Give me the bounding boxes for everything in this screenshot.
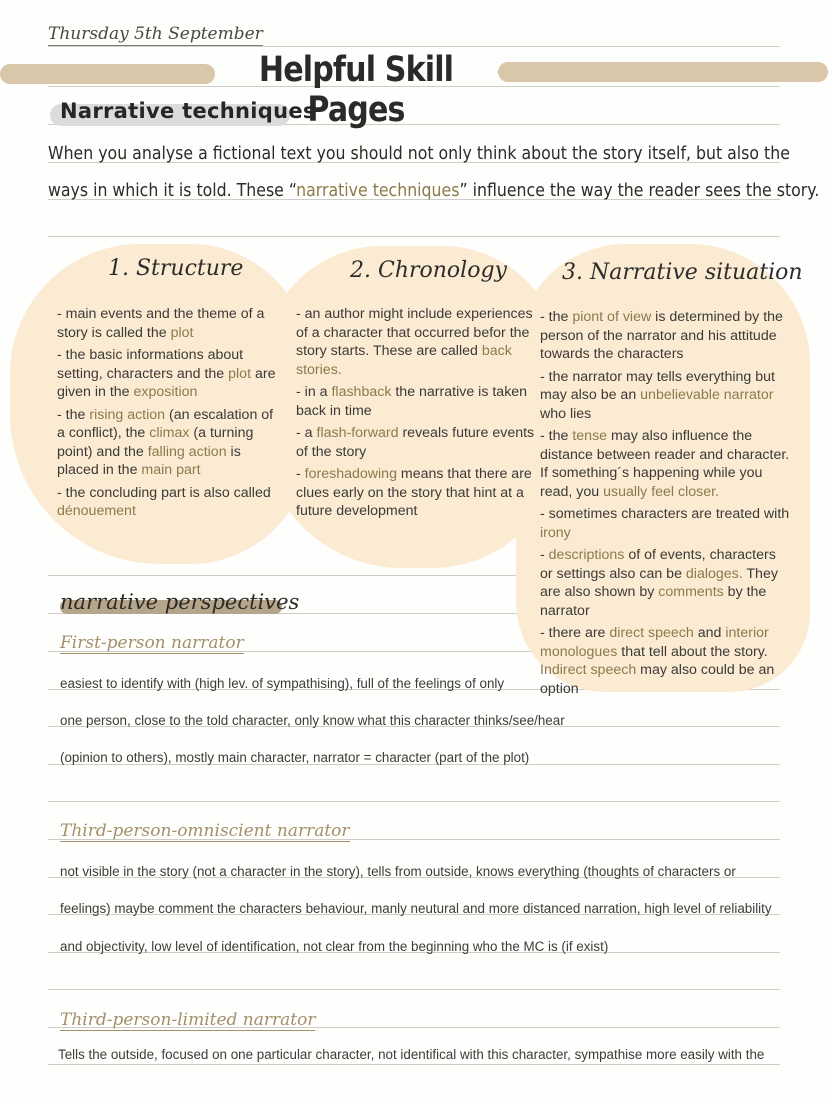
highlighted-term: Indirect speech [540, 662, 637, 678]
note-item [57, 346, 283, 402]
limited-heading: Third-person-limited narrator [60, 1010, 316, 1030]
section-heading: Narrative techniques [60, 99, 316, 123]
title-bar-left [0, 64, 215, 84]
note-text: - [296, 466, 305, 482]
column-heading-chronology: 2. Chronology [350, 258, 507, 283]
note-text: - there are [540, 625, 610, 641]
highlighted-term: direct speech [609, 625, 694, 641]
intro-highlight: narrative techniques [296, 181, 460, 201]
chronology-notes [296, 305, 538, 525]
first-person-line: easiest to identify with (high lev. of sympathising), full of the feelings of only [60, 676, 505, 691]
title-bar-right [498, 62, 828, 82]
highlighted-term: flashback [331, 384, 392, 400]
note-item [540, 427, 792, 501]
note-text: by the narrator [540, 584, 767, 619]
note-text: of of events, characters or settings also can be [540, 547, 776, 582]
ruled-line [48, 801, 780, 802]
note-text: They are also shown by [540, 565, 778, 600]
first-person-heading: First-person narrator [60, 633, 244, 653]
note-text: means that there are clues early on the story that hint at a future development [296, 466, 532, 519]
note-text: are given in the [57, 365, 276, 400]
note-text: reveals future events of the story [296, 425, 535, 460]
note-text: and [693, 625, 726, 641]
structure-notes [57, 305, 283, 525]
note-item [57, 484, 283, 521]
note-text: - a [296, 425, 317, 441]
note-text: - the narrator may tells everything but may also be an [540, 368, 775, 403]
first-person-line: (opinion to others), mostly main character, narrator = character (part of the plot) [60, 750, 530, 765]
highlighted-term: falling action [147, 443, 227, 460]
note-item [57, 305, 283, 342]
note-item [296, 465, 538, 521]
ruled-line [48, 1064, 780, 1065]
note-text: - the [57, 406, 90, 423]
omniscient-heading: Third-person-omniscient narrator [60, 821, 350, 841]
note-text: - sometimes characters are treated with [540, 506, 790, 522]
highlighted-term: irony [540, 524, 571, 541]
note-item [540, 546, 792, 620]
intro-line [48, 144, 790, 164]
column-heading-narrative-situation: 3. Narrative situation [562, 260, 803, 285]
first-person-line: one person, close to the told character, only know what this character thinks/see/hear [60, 713, 565, 728]
highlighted-term: dénouement [57, 503, 136, 519]
highlighted-term: foreshadowing [304, 466, 397, 482]
note-item [540, 308, 792, 364]
highlighted-term: exposition [133, 384, 198, 400]
highlighted-term: plot [228, 365, 252, 382]
note-text: (an escalation of a conflict), the [57, 406, 274, 441]
note-item [540, 368, 792, 424]
perspectives-heading: narrative perspectives [60, 590, 300, 614]
note-text: who lies [540, 405, 592, 422]
column-heading-structure: 1. Structure [108, 256, 244, 281]
note-text: - the [540, 309, 573, 325]
note-text: that tell about the story. [617, 643, 768, 660]
ruled-line [48, 46, 780, 47]
omniscient-line: and objectivity, low level of identification, not clear from the beginning who the MC is (if exist) [60, 939, 609, 954]
highlighted-term: piont of view [572, 309, 652, 325]
highlighted-term: comments [658, 584, 724, 600]
highlighted-term: interior monologues [540, 625, 769, 660]
note-item [296, 424, 538, 461]
note-text: - the concluding part is also called [57, 484, 271, 501]
intro-text: When you analyse a fictional text you should not only think about the story itself, but also the [48, 144, 790, 164]
note-text: may also could be an option [540, 662, 775, 697]
note-text: may also influence the distance between reader and character. If something´s happening while you read, you [540, 428, 790, 500]
note-text: - in a [296, 384, 332, 400]
highlighted-term: main part [141, 462, 201, 478]
intro-line [48, 181, 819, 201]
note-text: is placed in the [57, 443, 241, 478]
highlighted-term: tense [572, 428, 608, 444]
page-title: Helpful Skill Pages [258, 50, 454, 130]
highlighted-term: flash-forward [316, 425, 399, 441]
omniscient-line: not visible in the story (not a character in the story), tells from outside, knows everything (thoughts of characters or [60, 864, 736, 879]
intro-text: ” influence the way the reader sees the story. [459, 181, 820, 201]
note-text: - main events and the theme of a story is called the [57, 306, 265, 341]
note-text: is determined by the person of the narrator and his attitude towards the characters [540, 309, 783, 362]
note-text: - the basic informations about setting, characters and the [57, 347, 244, 382]
date-heading: Thursday 5th September [48, 24, 263, 44]
intro-text: ways in which it is told. These “ [48, 181, 297, 201]
omniscient-line: feelings) maybe comment the characters behaviour, manly neutural and more distanced narration, high level of reliability [60, 901, 772, 916]
note-item [296, 305, 538, 379]
ruled-line [48, 236, 780, 237]
note-item [57, 406, 283, 480]
highlighted-term: dialoges. [685, 565, 743, 582]
note-item [540, 505, 792, 542]
narrative-situation-notes [540, 308, 792, 702]
note-text: - [540, 547, 549, 563]
note-text: (a turning point) and the [57, 425, 254, 460]
highlighted-term: unbelievable narrator [640, 387, 774, 403]
highlighted-term: back stories. [296, 343, 512, 378]
highlighted-term: climax [149, 425, 190, 441]
highlighted-term: plot [170, 324, 194, 341]
note-item [296, 383, 538, 420]
highlighted-term: usually feel closer. [603, 483, 720, 500]
note-text: the narrative is taken back in time [296, 384, 528, 419]
note-text: - an author might include experiences of a character that occurred befor the story starts. These are called [296, 306, 533, 359]
note-text: - the [540, 428, 573, 444]
ruled-line [48, 989, 780, 990]
note-item [540, 624, 792, 698]
highlighted-term: descriptions [548, 547, 625, 563]
limited-line: Tells the outside, focused on one particular character, not identifical with this character, sympathise more easily with the [58, 1047, 765, 1062]
highlighted-term: rising action [89, 406, 166, 423]
